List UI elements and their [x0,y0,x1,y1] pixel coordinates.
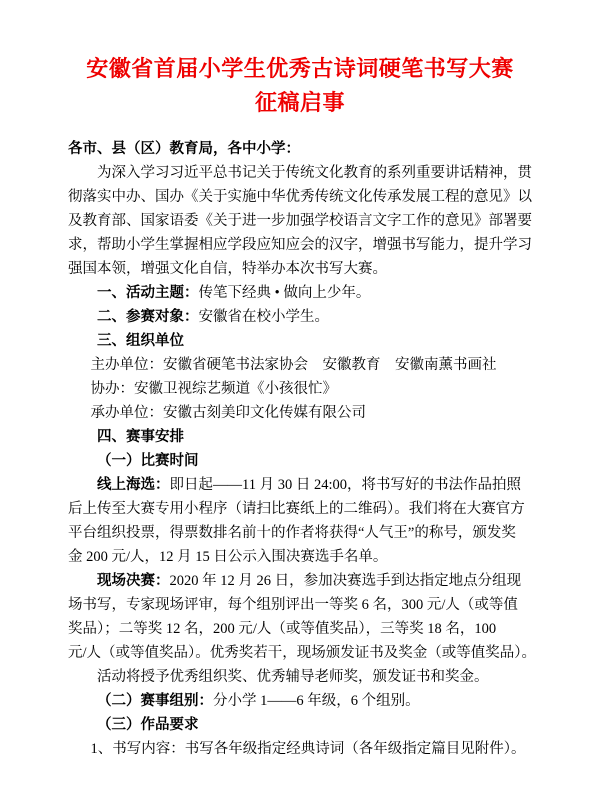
subsection-groups [68,689,532,713]
section-participants [68,305,532,329]
title-line-1: 安徽省首届小学生优秀古诗词硬笔书写大赛 [86,56,514,81]
online-selection-line [68,473,532,497]
finals-line: 场书写，专家现场评审，每个组别评出一等奖 6 名，300 元/人（或等值 [68,597,518,613]
finals-line [68,569,532,593]
finals-line: 元/人（或等值奖品）。优秀奖若干，现场颁发证书及奖金（或等值奖品）。 [68,645,537,661]
finals-line: 奖品）；二等奖 12 名，200 元/人（或等值奖品），三等奖 18 名，100 [68,621,497,637]
activity-theme-text: 传笔下经典 • 做向上少年。 [198,285,371,301]
activity-theme-label: 一、活动主题： [97,285,199,301]
participants-text: 安徽省在校小学生。 [198,309,329,325]
organizer-host-line: 主办单位：安徽省硬笔书法家协会 安徽教育 安徽南薰书画社 [90,357,497,373]
intro-line: 为深入学习习近平总书记关于传统文化教育的系列重要讲话精神，贯 [97,165,532,181]
subsection-time-heading: （一）比赛时间 [97,453,199,469]
online-selection-text: 即日起——11 月 30 日 24:00，将书写好的书法作品拍照 [169,477,521,493]
intro-line: 强国本领，增强文化自信，特举办本次书写大赛。 [68,261,387,277]
salutation: 各市、县（区）教育局，各中小学： [68,141,300,157]
online-selection-line: 金 200 元/人，12 月 15 日公示入围决赛选手名单。 [68,549,388,565]
online-selection-line: 平台组织投票，得票数排名前十的作者将获得“人气王”的称号，颁发奖 [68,525,516,541]
intro-line: 求，帮助小学生掌握相应学段应知应会的汉字，增强书写能力，提升学习 [68,237,532,253]
section-organizers-heading: 三、组织单位 [97,333,184,349]
section-activity-theme [68,281,532,305]
finals-label: 现场决赛： [97,573,170,589]
organizer-coorg-line: 协办：安徽卫视综艺频道《小孩很忙》 [90,381,337,397]
organizer-undertake-line: 承办单位：安徽古刻美印文化传媒有限公司 [90,405,366,421]
document-title [68,52,532,120]
groups-label: （二）赛事组别： [97,693,213,709]
online-selection-line: 后上传至大赛专用小程序（请扫比赛纸上的二维码）。我们将在大赛官方 [68,501,525,517]
groups-text: 分小学 1——6 年级，6 个组别。 [213,693,420,709]
subsection-requirements-heading: （三）作品要求 [97,717,199,733]
online-selection-label: 线上海选： [97,477,170,493]
intro-line: 彻落实中办、国办《关于实施中华优秀传统文化传承发展工程的意见》以 [68,189,532,205]
section-schedule-heading: 四、赛事安排 [97,429,184,445]
participants-label: 二、参赛对象： [97,309,199,325]
intro-line: 及教育部、国家语委《关于进一步加强学校语言文字工作的意见》部署要 [68,213,532,229]
title-line-2: 征稿启事 [254,90,345,115]
award-line: 活动将授予优秀组织奖、优秀辅导老师奖，颁发证书和奖金。 [97,669,489,685]
requirement-content-line: 1、书写内容：书写各年级指定经典诗词（各年级指定篇目见附件）。 [90,741,526,757]
finals-text: 2020 年 12 月 26 日，参加决赛选手到达指定地点分组现 [169,573,522,589]
